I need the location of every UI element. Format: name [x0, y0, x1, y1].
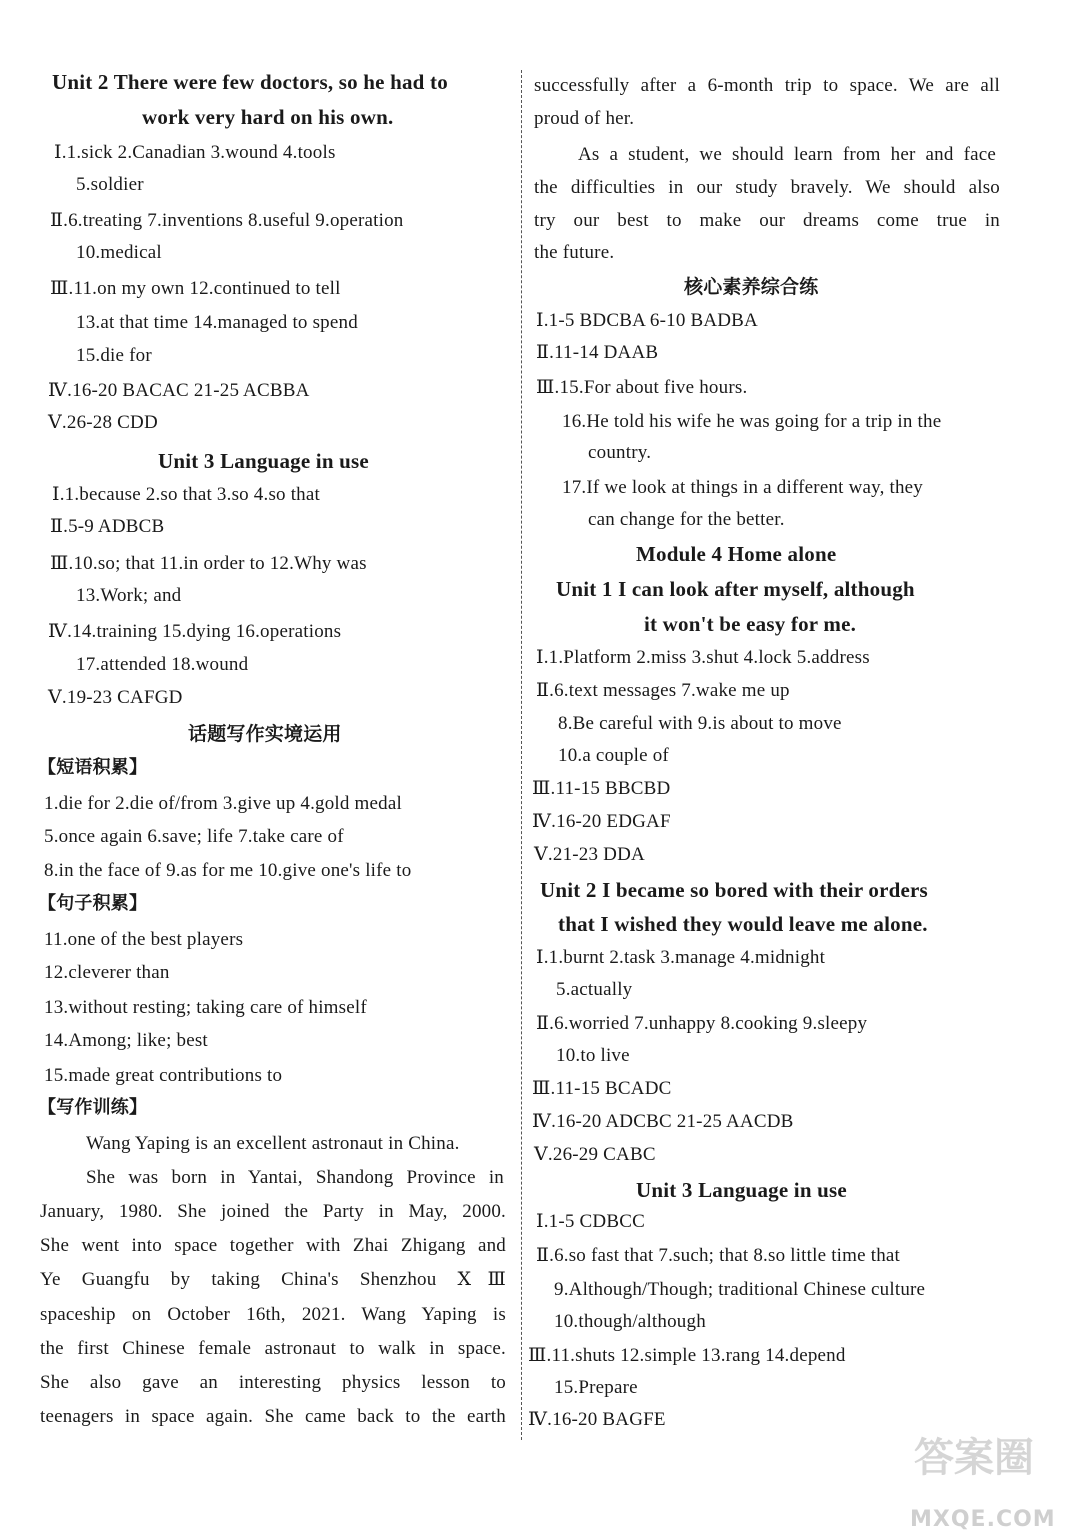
phrase-line: 8.in the face of 9.as for me 10.give one's life to [44, 860, 412, 881]
essay-line: Ye Guangfu by taking China's Shenzhou ⅩⅢ [40, 1269, 506, 1290]
answer-line: 15.die for [76, 345, 152, 366]
m4-unit1-title-line2: it won't be easy for me. [644, 612, 857, 636]
phrase-section-heading: 【短语积累】 [38, 757, 148, 778]
column-divider [521, 70, 522, 1440]
answer-line: Ⅴ.26-29 CABC [534, 1144, 656, 1165]
essay-line: the difficulties in our study bravely. We should also [534, 177, 1000, 198]
answer-line: Ⅰ.1.sick 2.Canadian 3.wound 4.tools [54, 142, 336, 163]
unit3-title: Unit 3 Language in use [158, 449, 369, 473]
sentence-line: 14.Among; like; best [44, 1030, 208, 1051]
sentence-line: 11.one of the best players [44, 929, 244, 950]
essay-line: try our best to make our dreams come true in [534, 210, 1000, 231]
answer-line: Ⅳ.16-20 EDGAF [532, 811, 671, 832]
answer-line: Ⅱ.6.treating 7.inventions 8.useful 9.operation [50, 210, 404, 231]
m4-unit3-title: Unit 3 Language in use [636, 1178, 847, 1202]
phrase-line: 5.once again 6.save; life 7.take care of [44, 826, 344, 847]
answer-line: Ⅲ.11.shuts 12.simple 13.rang 14.depend [528, 1345, 846, 1366]
answer-line: Ⅰ.1.because 2.so that 3.so 4.so that [52, 484, 320, 505]
module4-title: Module 4 Home alone [636, 542, 837, 566]
answer-line: 16.He told his wife he was going for a trip in the [562, 411, 942, 432]
answer-line: Ⅰ.1-5 BDCBA 6-10 BADBA [536, 310, 758, 331]
sentence-line: 15.made great contributions to [44, 1065, 283, 1086]
answer-line: Ⅱ.6.worried 7.unhappy 8.cooking 9.sleepy [536, 1013, 868, 1034]
unit2-title-line2: work very hard on his own. [142, 105, 394, 129]
answer-line: 10.though/although [554, 1311, 706, 1332]
answer-line: Ⅲ.11.on my own 12.continued to tell [50, 278, 341, 299]
answer-line: 5.actually [556, 979, 633, 1000]
core-literacy-title: 核心素养综合练 [684, 276, 819, 298]
answer-line: 10.medical [76, 242, 162, 263]
watermark-logo-chinese: 答案圈 [914, 1435, 1034, 1481]
answer-line: Ⅱ.6.so fast that 7.such; that 8.so little time that [536, 1245, 901, 1266]
answer-line: 13.Work; and [76, 585, 182, 606]
essay-line: January, 1980. She joined the Party in May, 2000. [40, 1201, 506, 1222]
answer-line: 5.soldier [76, 174, 144, 195]
essay-line: spaceship on October 16th, 2021. Wang Yaping is [40, 1304, 506, 1325]
answer-line: Ⅲ.10.so; that 11.in order to 12.Why was [50, 553, 367, 574]
writing-section-heading: 【写作训练】 [38, 1097, 148, 1118]
essay-line: She also gave an interesting physics lesson to [40, 1372, 506, 1393]
answer-line: Ⅴ.19-23 CAFGD [48, 687, 183, 708]
answer-line: can change for the better. [588, 509, 785, 530]
answer-line: 17.attended 18.wound [76, 654, 249, 675]
answer-line: Ⅰ.1-5 CDBCC [536, 1211, 645, 1232]
answer-line: Ⅳ.16-20 BACAC 21-25 ACBBA [48, 380, 310, 401]
answer-line: Ⅳ.16-20 ADCBC 21-25 AACDB [532, 1111, 794, 1132]
answer-line: Ⅴ.21-23 DDA [534, 844, 645, 865]
essay-line: teenagers in space again. She came back to the earth [40, 1406, 506, 1427]
answer-line: Ⅴ.26-28 CDD [48, 412, 158, 433]
m4-unit2-title-line2: that I wished they would leave me alone. [558, 912, 928, 936]
answer-line: Ⅱ.5-9 ADBCB [50, 516, 165, 537]
answer-line: Ⅲ.11-15 BBCBD [532, 778, 671, 799]
answer-line: Ⅳ.14.training 15.dying 16.operations [48, 621, 342, 642]
essay-line: the future. [534, 242, 615, 263]
m4-unit1-title-line1: Unit 1 I can look after myself, although [556, 577, 915, 601]
watermark-logo [910, 1412, 1060, 1532]
answer-line: Ⅲ.11-15 BCADC [532, 1078, 672, 1099]
topic-writing-title: 话题写作实境运用 [188, 723, 342, 745]
answer-line: 13.at that time 14.managed to spend [76, 312, 358, 333]
essay-line: proud of her. [534, 108, 635, 129]
essay-line: the first Chinese female astronaut to walk in space. [40, 1338, 506, 1359]
essay-line: As a student, we should learn from her and face [578, 144, 996, 165]
unit2-title-line1: Unit 2 There were few doctors, so he had to [52, 70, 448, 94]
phrase-line: 1.die for 2.die of/from 3.give up 4.gold medal [44, 793, 402, 814]
answer-line: 10.to live [556, 1045, 630, 1066]
m4-unit2-title-line1: Unit 2 I became so bored with their orders [540, 878, 928, 902]
sentence-line: 12.cleverer than [44, 962, 170, 983]
answer-line: 8.Be careful with 9.is about to move [558, 713, 842, 734]
answer-line: 9.Although/Though; traditional Chinese culture [554, 1279, 926, 1300]
essay-line: She went into space together with Zhai Zhigang and [40, 1235, 506, 1256]
answer-line: Ⅰ.1.Platform 2.miss 3.shut 4.lock 5.address [536, 647, 870, 668]
answer-line: 15.Prepare [554, 1377, 638, 1398]
answer-line: Ⅲ.15.For about five hours. [536, 377, 748, 398]
answer-line: Ⅱ.6.text messages 7.wake me up [536, 680, 790, 701]
answer-line: 17.If we look at things in a different way, they [562, 477, 924, 498]
answer-line: country. [588, 442, 652, 463]
watermark-logo-url: MXQE.COM [910, 1507, 1056, 1532]
essay-line: Wang Yaping is an excellent astronaut in China. [86, 1133, 460, 1154]
answer-line: 10.a couple of [558, 745, 669, 766]
answer-line: Ⅰ.1.burnt 2.task 3.manage 4.midnight [536, 947, 826, 968]
answer-line: Ⅳ.16-20 BAGFE [528, 1409, 666, 1430]
answer-line: Ⅱ.11-14 DAAB [536, 342, 659, 363]
essay-line: She was born in Yantai, Shandong Province in [86, 1167, 504, 1188]
sentence-line: 13.without resting; taking care of himself [44, 997, 367, 1018]
essay-line: successfully after a 6-month trip to space. We are all [534, 75, 1000, 96]
sentence-section-heading: 【句子积累】 [38, 893, 148, 914]
